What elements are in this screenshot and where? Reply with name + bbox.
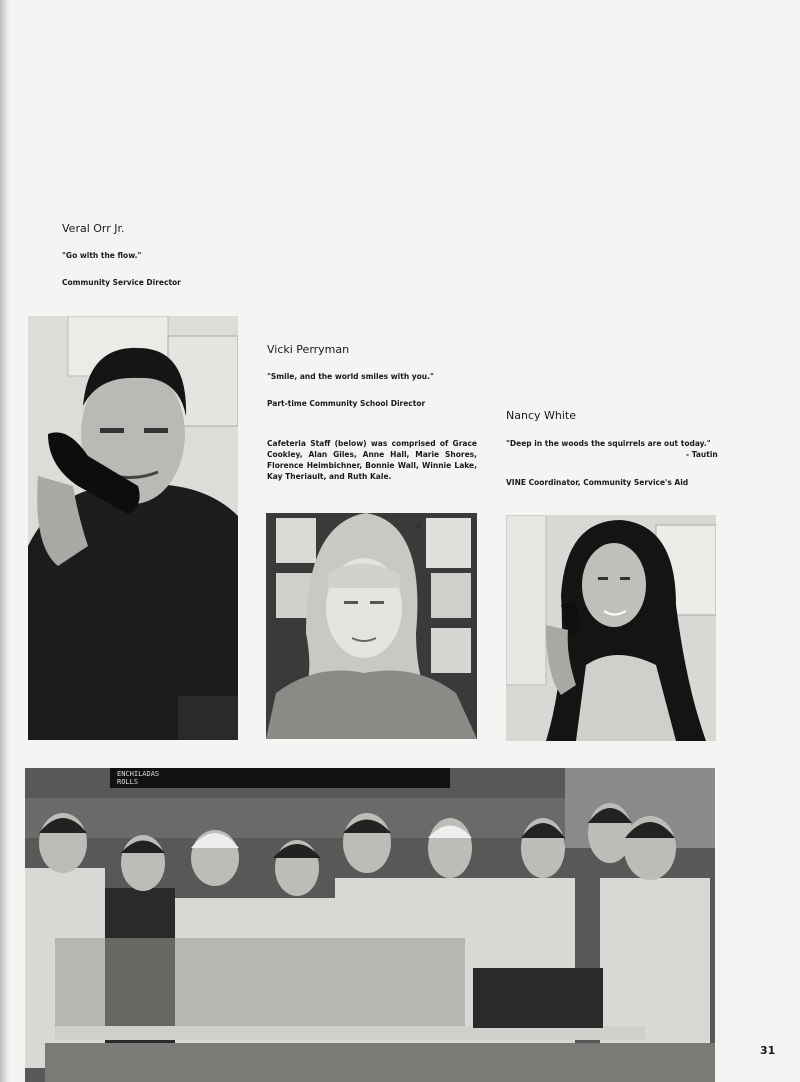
- veral-title: Community Service Director: [62, 278, 181, 287]
- nancy-photo: [506, 515, 716, 741]
- nancy-title: VINE Coordinator, Community Service's Aid: [506, 478, 689, 487]
- nancy-name: Nancy White: [506, 409, 576, 422]
- veral-photo: [28, 316, 238, 740]
- veral-name: Veral Orr Jr.: [62, 222, 125, 235]
- vicki-name: Vicki Perryman: [267, 343, 350, 356]
- page-number: 31: [760, 1044, 776, 1057]
- menu-board-line: ROLLS: [117, 778, 139, 786]
- cafeteria-caption: Cafeteria Staff (below) was comprised of Grace Cookley, Alan Giles, Anne Hall, Marie Shores, Florence Heimbichner, Bonnie Wall, Winnie Lake, Kay Theriault, and Ruth Kale.: [267, 439, 477, 481]
- vicki-photo: [266, 513, 477, 739]
- page-gutter-shadow: [0, 0, 10, 1082]
- nancy-quote-attribution: - Tautin: [686, 450, 718, 459]
- vicki-quote: "Smile, and the world smiles with you.": [267, 372, 434, 381]
- cafeteria-staff-photo: [25, 768, 715, 1082]
- veral-quote: "Go with the flow.": [62, 251, 142, 260]
- menu-board-text: [117, 770, 159, 786]
- menu-board-line: ENCHILADAS: [117, 770, 160, 778]
- vicki-title: Part-time Community School Director: [267, 399, 426, 408]
- nancy-quote: "Deep in the woods the squirrels are out today.": [506, 439, 711, 448]
